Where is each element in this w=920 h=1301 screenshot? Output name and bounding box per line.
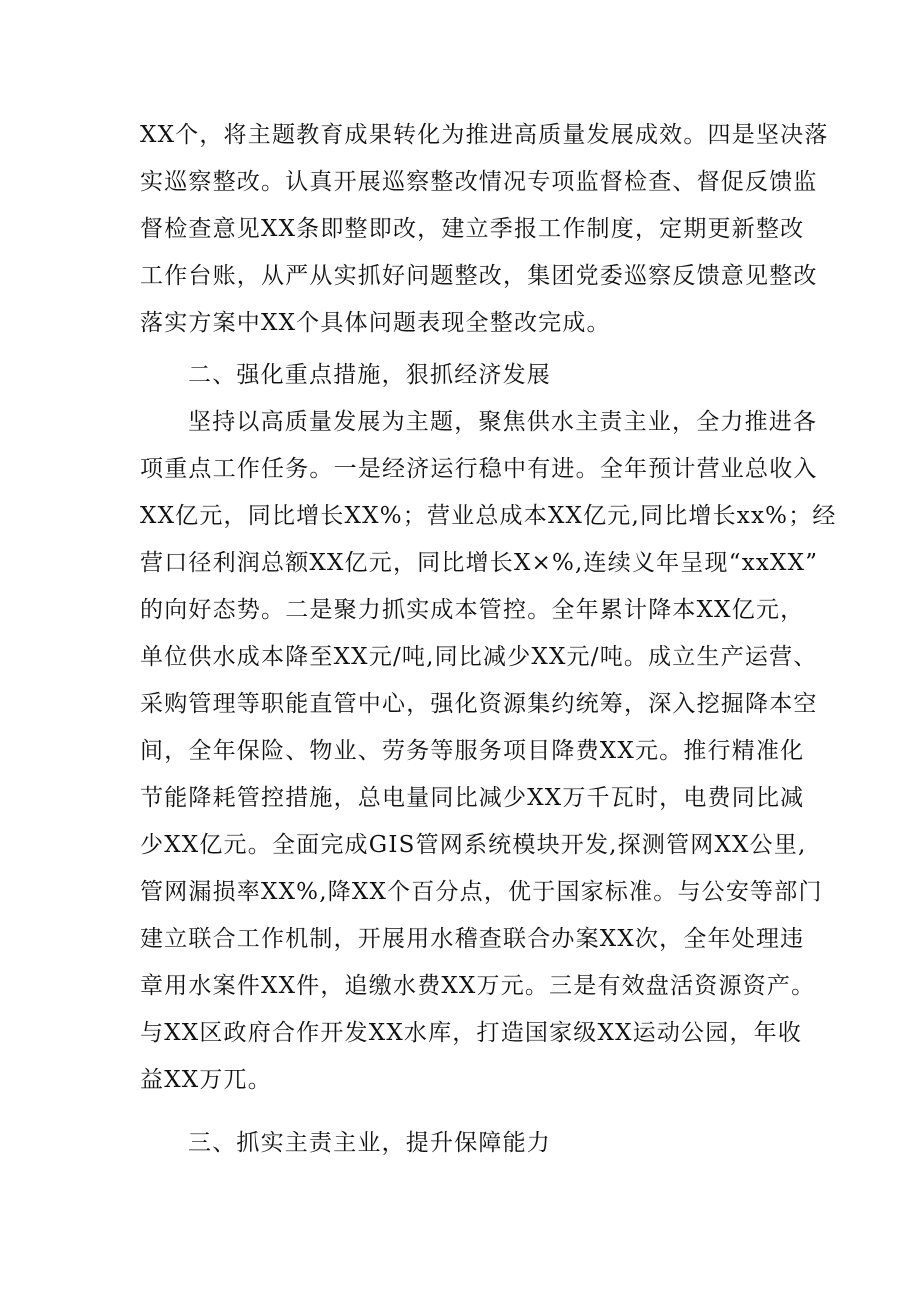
body-text-line: 营口径利润总额XX亿元，同比增长X×%,连续义年呈现“xxXX” — [140, 550, 819, 576]
body-text-line: 间，全年保险、物业、劳务等服务项目降费XX元。推行精准化 — [140, 738, 805, 764]
body-text-line: 益XX万兀。 — [140, 1067, 272, 1093]
body-text-line: 项重点工作任务。一是经济运行稳中有进。全年预计营业总收入 — [140, 456, 818, 482]
body-text-line: 督检查意见XX条即整即改，建立季报工作制度，定期更新整改 — [140, 216, 805, 242]
body-text-line: 与XX区政府合作开发XX水库，打造国家级XX运动公园，年收 — [140, 1020, 803, 1046]
body-text-line: 工作台账，从严从实抓好问题整改，集团党委巡察反馈意见整改 — [140, 263, 818, 289]
section-heading-2: 二、强化重点措施，狠抓经济发展 — [188, 362, 551, 388]
body-text-line: XX亿元，同比增长XX%；营业总成本XX亿元,同比增长xx%；经 — [140, 503, 837, 529]
body-text-line: 落实方案中XX个具体问题表现全整改完成。 — [140, 310, 611, 336]
body-text-line: 章用水案件XX件，追缴水费XX万元。三是有效盘活资源资产。 — [140, 973, 816, 999]
body-text-line: 节能降耗管控措施，总电量同比减少XX万千瓦时，电费同比减 — [140, 785, 805, 811]
body-text-line: 管网漏损率XX%,降XX个百分点，优于国家标准。与公安等部门 — [140, 879, 823, 905]
body-text-line: 建立联合工作机制，开展用水稽查联合办案XX次，全年处理违 — [140, 926, 805, 952]
body-text-line: 的向好态势。二是聚力抓实成本管控。全年累计降本XX亿元， — [140, 597, 805, 623]
body-text-line: XX个，将主题教育成果转化为推进高质量发展成效。四是坚决落 — [140, 122, 829, 148]
body-text-line: 少XX亿元。全面完成GIS管网系统模块开发,探测管网XX公里, — [140, 832, 807, 858]
body-text-line: 采购管理等职能直管中心，强化资源集约统筹，深入挖掘降本空 — [140, 691, 818, 717]
body-text-line: 实巡察整改。认真开展巡察整改情况专项监督检查、督促反馈监 — [140, 169, 818, 195]
section-heading-3: 三、抓实主责主业，提升保障能力 — [188, 1130, 551, 1156]
body-text-line: 单位供水成本降至XX元/吨,同比减少XX元/吨。成立生产运营、 — [140, 644, 818, 670]
body-text-line: 坚持以高质量发展为主题，聚焦供水主责主业，全力推进各 — [188, 409, 818, 435]
